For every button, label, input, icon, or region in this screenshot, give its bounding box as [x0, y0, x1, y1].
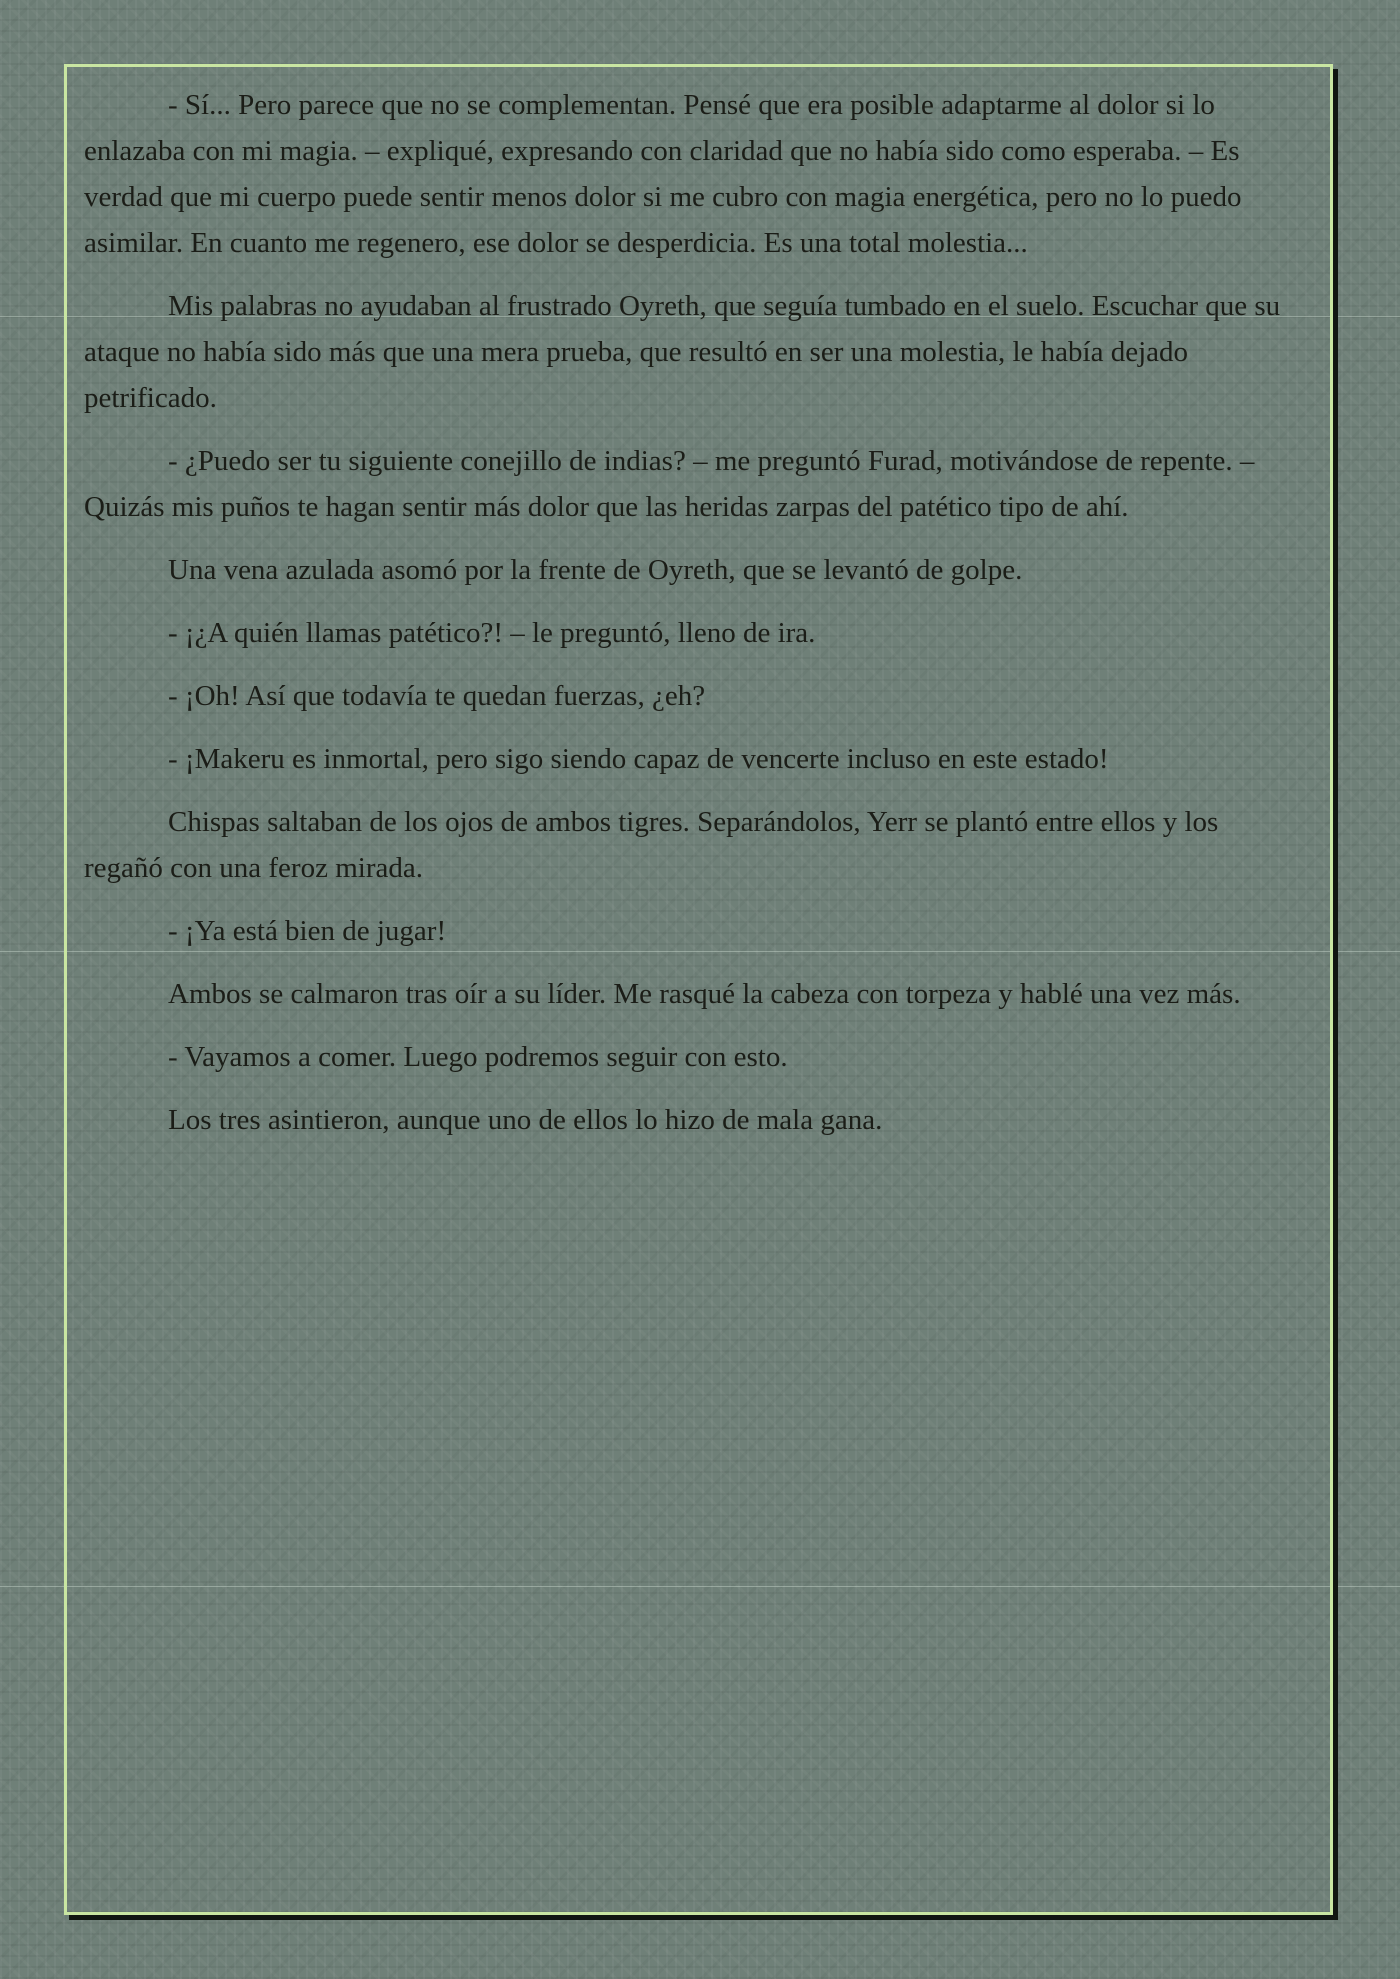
paragraph: Ambos se calmaron tras oír a su líder. Me rasqué la cabeza con torpeza y hablé una vez más.: [168, 978, 1241, 1010]
paragraph: - ¡Makeru es inmortal, pero sigo siendo capaz de vencerte incluso en este estado!: [168, 743, 1109, 775]
paragraph: Una vena azulada asomó por la frente de Oyreth, que se levantó de golpe.: [168, 554, 1023, 586]
paragraph: - ¡Ya está bien de jugar!: [168, 915, 447, 947]
paragraph: Mis palabras no ayudaban al frustrado Oyreth, que seguía tumbado en el suelo. Escuchar que su ataque no había sido más que una mera prueba, que resultó en ser una molestia, le había dejado petrificado.: [84, 290, 1281, 414]
paragraph: - ¿Puedo ser tu siguiente conejillo de indias? – me preguntó Furad, motivándose de repente. – Quizás mis puños te hagan sentir más dolor que las heridas zarpas del patético tipo de ahí.: [84, 445, 1255, 523]
paragraph: Chispas saltaban de los ojos de ambos tigres. Separándolos, Yerr se plantó entre ellos y los regañó con una feroz mirada.: [84, 806, 1219, 884]
paragraph: - Vayamos a comer. Luego podremos seguir con esto.: [168, 1041, 788, 1073]
story-text: [84, 82, 1294, 1160]
paragraph: - ¡¿A quién llamas patético?! – le preguntó, lleno de ira.: [168, 617, 816, 649]
paragraph: - ¡Oh! Así que todavía te quedan fuerzas, ¿eh?: [168, 680, 706, 712]
paragraph: Los tres asintieron, aunque uno de ellos lo hizo de mala gana.: [168, 1104, 883, 1136]
paragraph: - Sí... Pero parece que no se complementan. Pensé que era posible adaptarme al dolor si lo enlazaba con mi magia. – expliqué, expresando con claridad que no había sido como esperaba. – Es verdad que mi cuerpo puede sentir menos dolor si me cubro con magia energética, pero no lo puedo asimilar. En cuanto me regenero, ese dolor se desperdicia. Es una total molestia...: [84, 89, 1242, 259]
